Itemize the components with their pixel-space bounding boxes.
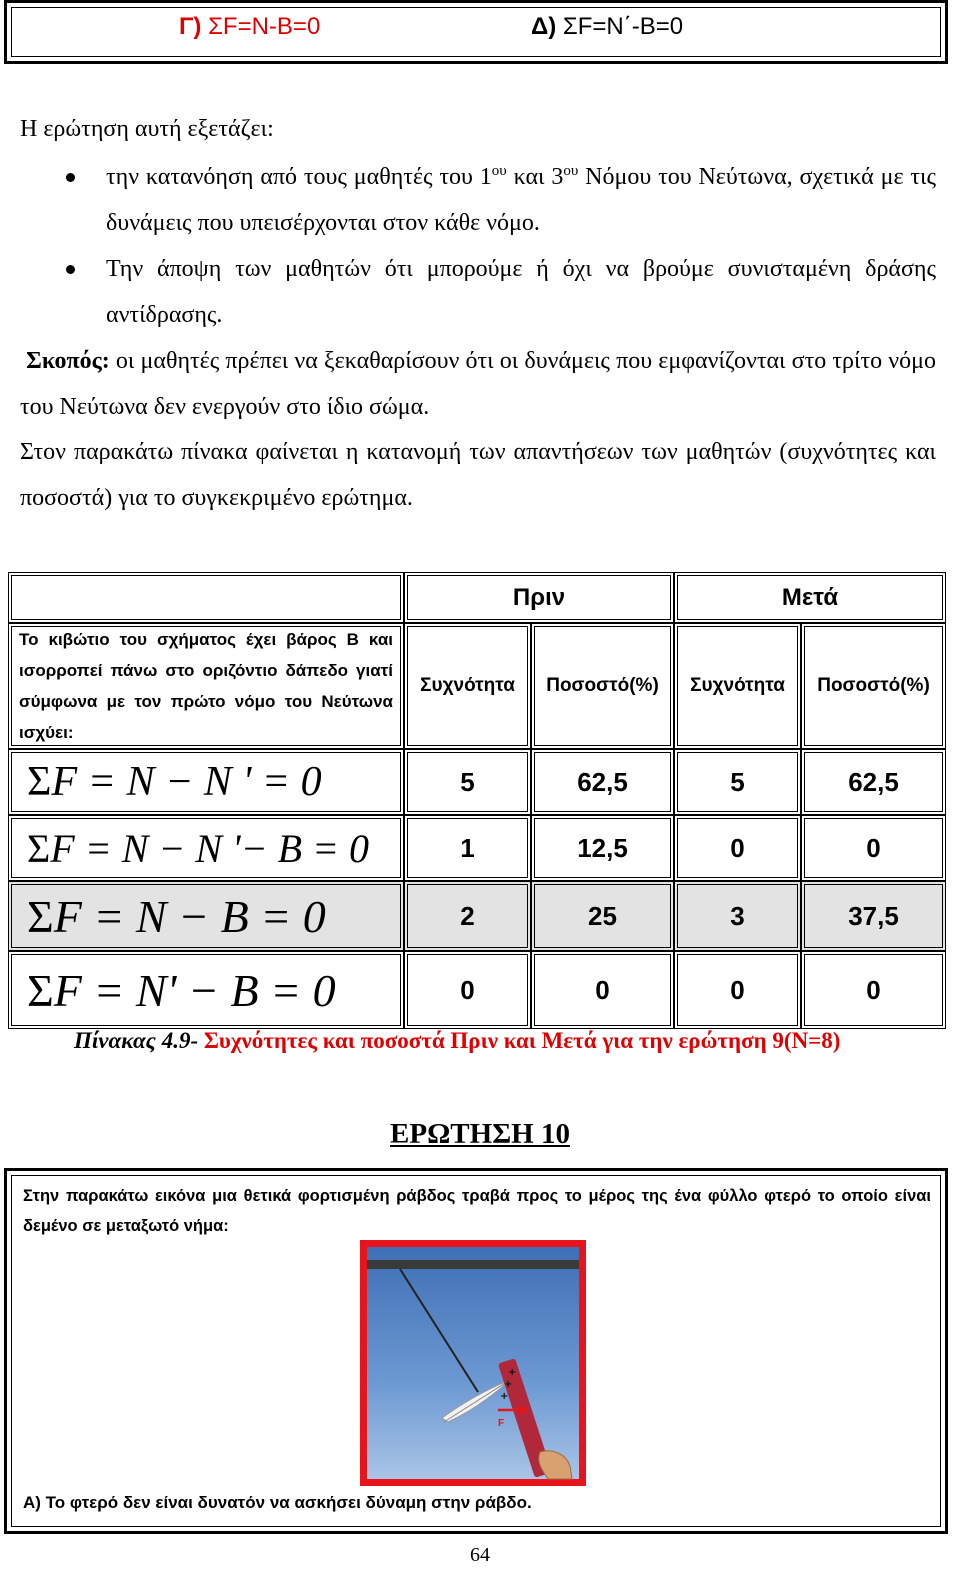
question-text: Στην παρακάτω εικόνα μια θετικά φορτισμένη ράβδος τραβά προς το μέρος της ένα φύλλο φτερό το οποίο είναι δεμένο σε μεταξωτό νήμα: (23, 1187, 931, 1235)
table-row (8, 881, 946, 951)
question-heading: ΕΡΩΤΗΣΗ 10 (390, 1118, 570, 1150)
bullet-text: Την άποψη των μαθητών ότι μπορούμε ή όχι να βρούμε συνισταμένη δράσης αντίδρασης. (106, 256, 936, 328)
answer-options-inner-border (11, 7, 941, 57)
after-pct-cell: 62,5 (801, 749, 946, 815)
before-pct-cell: 62,5 (531, 749, 674, 815)
after-header: Μετά (674, 572, 946, 623)
bullet-text: την κατανόηση από τους μαθητές του $1^{o\upsilon}$ και $3^{o\upsilon}$ Νόμου του Νεύτωνα, σχετικά με τις δυνάμεις που υπεισέρχονται στον κάθε νόμο. (106, 163, 937, 236)
force-label: F (498, 1418, 505, 1429)
before-pct-cell: 12,5 (531, 815, 674, 881)
after-pct-header: Ποσοστό(%) (801, 623, 946, 749)
before-freq-cell: 5 (404, 749, 531, 815)
after-pct-cell: 37,5 (801, 881, 946, 951)
goal-paragraph: Σκοπός: οι μαθητές πρέπει να ξεκαθαρίσουν ότι οι δυνάμεις που εμφανίζονται στο τρίτο νόμο του Νεύτωνα δεν ενεργούν στο ίδιο σώμα. (20, 348, 937, 420)
table-subheader-row (8, 623, 946, 749)
table-header-row (8, 572, 946, 623)
before-pct-cell: 25 (531, 881, 674, 951)
svg-text:+: + (508, 1367, 517, 1378)
intro-text: Η ερώτηση αυτή εξετάζει: (20, 116, 274, 142)
answer-option-a: Α) Το φτερό δεν είναι δυνατόν να ασκήσει δύναμη στην ράβδο. (23, 1493, 532, 1512)
table-row (8, 749, 946, 815)
results-table (8, 572, 946, 1029)
after-pct-cell: 0 (801, 951, 946, 1029)
after-freq-cell: 5 (674, 749, 801, 815)
before-freq-cell: 2 (404, 881, 531, 951)
formula-cell: ΣF = N' − B = 0 (8, 951, 404, 1029)
formula-cell: ΣF = N − B = 0 (8, 881, 404, 951)
before-freq-header: Συχνότητα (404, 623, 531, 749)
bullet-icon (66, 173, 75, 182)
table-row (8, 815, 946, 881)
page-number: 64 (470, 1544, 490, 1566)
charged-rod-feather-figure (360, 1240, 586, 1486)
before-pct-header: Ποσοστό(%) (531, 623, 674, 749)
option-d: Δ) ΣF=N΄-B=0 (531, 13, 684, 40)
empty-header-cell (8, 572, 404, 623)
answer-options-box (4, 0, 948, 64)
formula-cell: ΣF = N − N ' = 0 (8, 749, 404, 815)
option-c: Γ) ΣF=N-B=0 (179, 13, 321, 40)
before-header: Πριν (404, 572, 674, 623)
after-pct-cell: 0 (801, 815, 946, 881)
before-freq-cell: 0 (404, 951, 531, 1029)
bullet-icon (66, 265, 75, 274)
sky-background (367, 1247, 579, 1479)
table-caption: Πίνακας 4.9- Συχνότητες και ποσοστά Πριν και Μετά για την ερώτηση 9(N=8) (74, 1028, 841, 1053)
after-freq-cell: 3 (674, 881, 801, 951)
svg-text:+: + (500, 1391, 509, 1402)
ceiling-bar (367, 1260, 579, 1269)
after-freq-cell: 0 (674, 815, 801, 881)
table-row (8, 951, 946, 1029)
before-freq-cell: 1 (404, 815, 531, 881)
before-pct-cell: 0 (531, 951, 674, 1029)
question-cell: Το κιβώτιο του σχήματος έχει βάρος Β και ισορροπεί πάνω στο οριζόντιο δάπεδο γιατί σύμφωνα με τον πρώτο νόμο του Νεύτωνα ισχύει: (8, 623, 404, 749)
after-freq-header: Συχνότητα (674, 623, 801, 749)
svg-text:+: + (504, 1379, 513, 1390)
after-freq-cell: 0 (674, 951, 801, 1029)
figure-illustration (360, 1240, 586, 1486)
table-intro: Στον παρακάτω πίνακα φαίνεται η κατανομή των απαντήσεων των μαθητών (συχνότητες και ποσοστά) για το συγκεκριμένο ερώτημα. (20, 439, 936, 511)
formula-cell: ΣF = N − N '− B = 0 (8, 815, 404, 881)
